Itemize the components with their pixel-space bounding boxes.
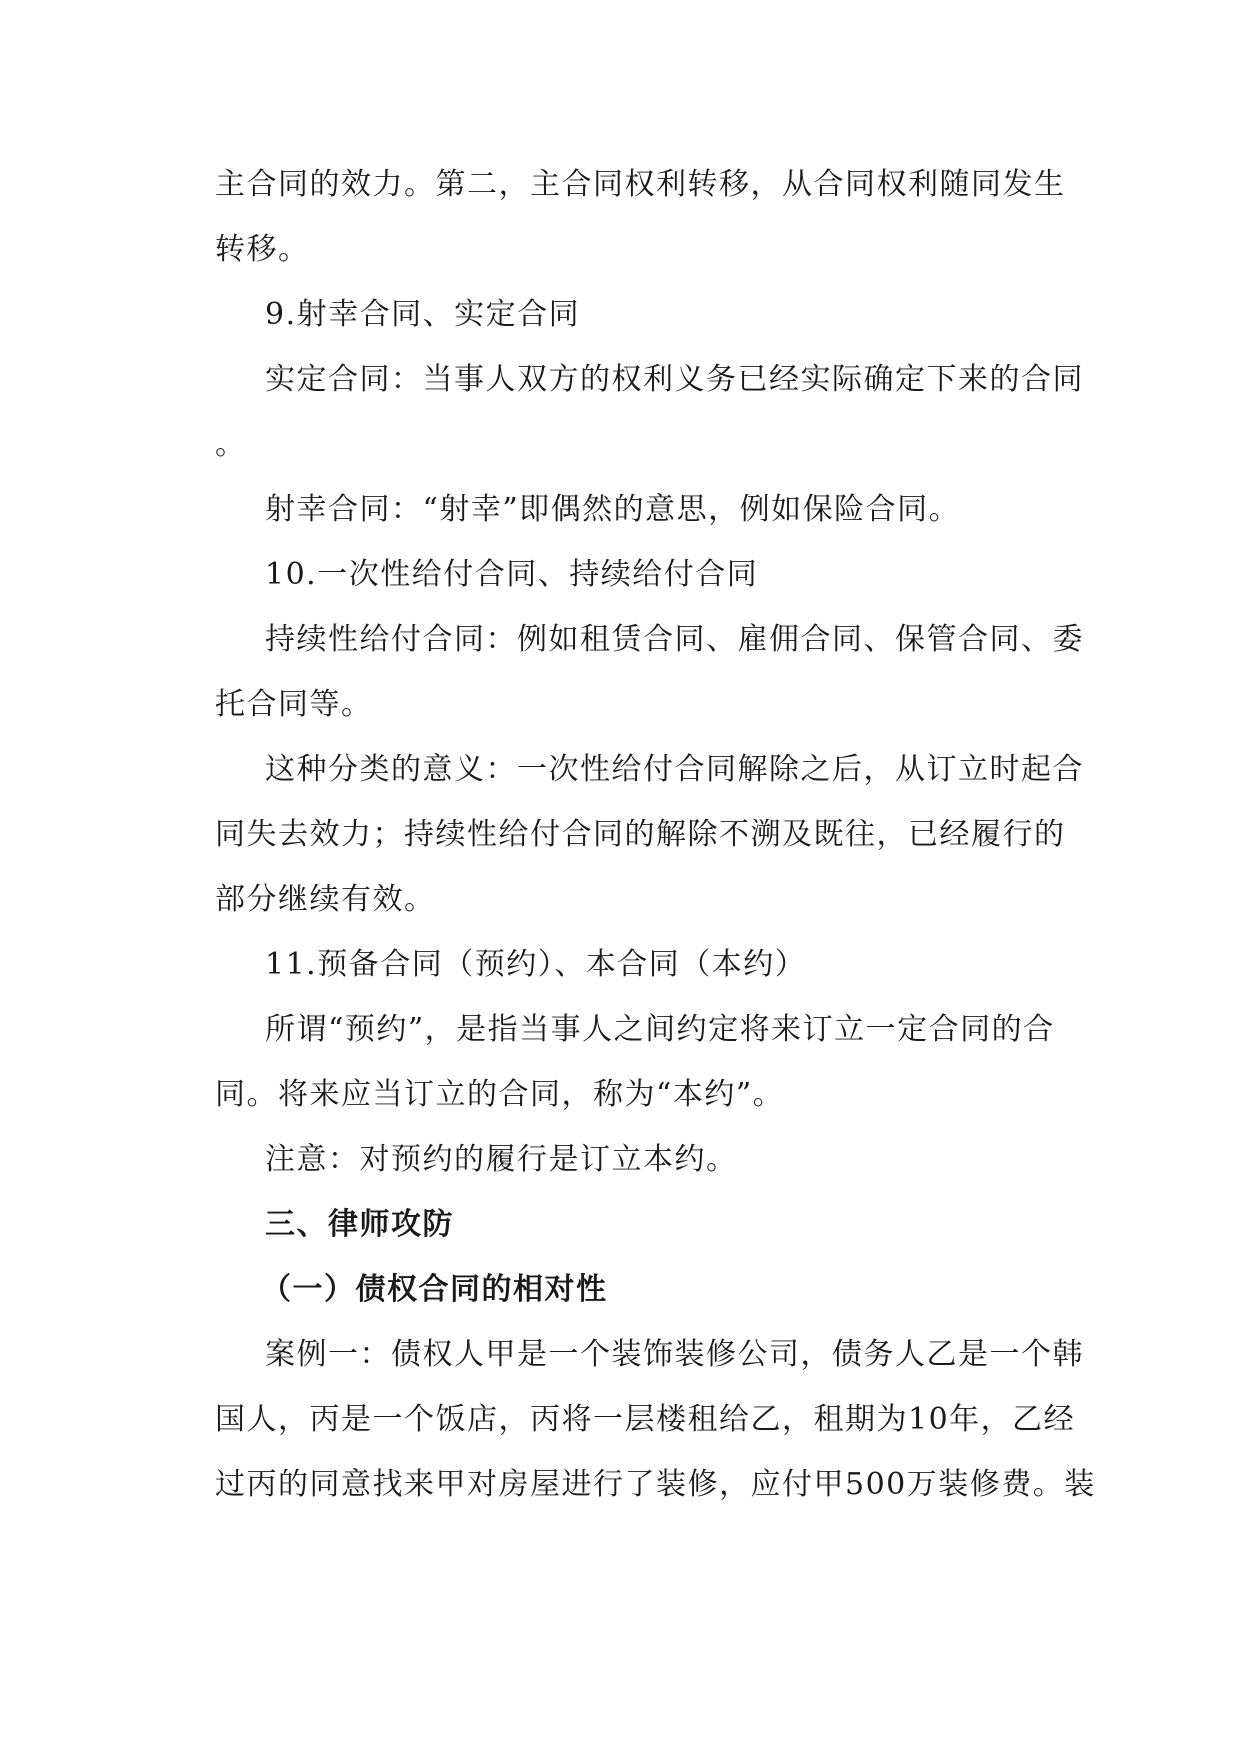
body-text-line: 国人，丙是一个饭店，丙将一层楼租给乙，租期为10年，乙经: [215, 1402, 1076, 1437]
body-text-line: 这种分类的意义：一次性给付合同解除之后，从订立时起合: [265, 752, 1084, 787]
body-text-line: 部分继续有效。: [215, 882, 436, 917]
body-text-line: 注意：对预约的履行是订立本约。: [265, 1142, 738, 1177]
body-text-line: 射幸合同：“射幸”即偶然的意思，例如保险合同。: [265, 492, 961, 527]
body-text-line: 。: [215, 427, 247, 462]
body-text-line: 实定合同：当事人双方的权利义务已经实际确定下来的合同: [265, 362, 1084, 397]
item-heading-9: 9.射幸合同、实定合同: [265, 297, 581, 332]
subsection-heading: （一）债权合同的相对性: [261, 1272, 608, 1307]
body-text-line: 案例一：债权人甲是一个装饰装修公司，债务人乙是一个韩: [265, 1337, 1084, 1372]
body-text-line: 转移。: [215, 232, 310, 267]
section-heading: 三、律师攻防: [265, 1207, 454, 1242]
item-heading-10: 10.一次性给付合同、持续给付合同: [265, 557, 759, 592]
body-text-line: 所谓“预约”，是指当事人之间约定将来订立一定合同的合: [265, 1012, 1055, 1047]
body-text-line: 同。将来应当订立的合同，称为“本约”。: [215, 1077, 785, 1112]
document-body: [215, 152, 1096, 1517]
item-heading-11: 11.预备合同（预约）、本合同（本约）: [265, 947, 807, 982]
body-text-line: 主合同的效力。第二，主合同权利转移，从合同权利随同发生: [215, 167, 1066, 202]
body-text-line: 同失去效力；持续性给付合同的解除不溯及既往，已经履行的: [215, 817, 1066, 852]
body-text-line: 托合同等。: [215, 687, 373, 722]
body-text-line: 持续性给付合同：例如租赁合同、雇佣合同、保管合同、委: [265, 622, 1084, 657]
body-text-line: 过丙的同意找来甲对房屋进行了装修，应付甲500万装修费。装: [215, 1467, 1096, 1502]
